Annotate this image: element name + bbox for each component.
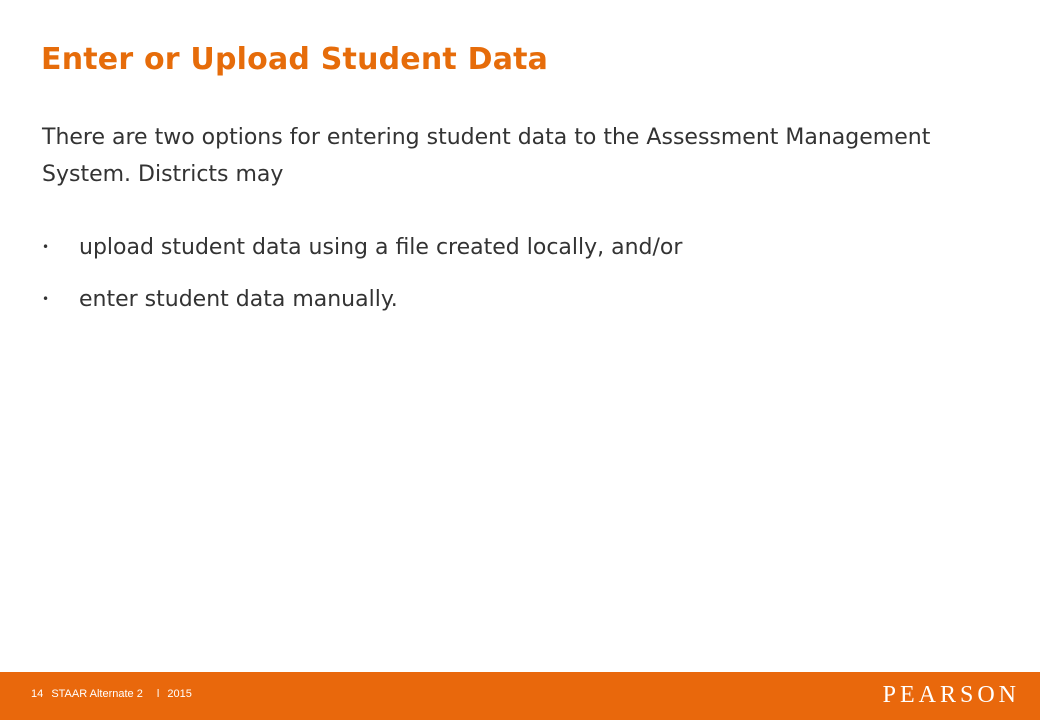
bullet-icon: •	[42, 292, 50, 306]
footer-separator: l	[156, 688, 160, 700]
bullet-icon: •	[42, 240, 50, 254]
intro-paragraph: There are two options for entering student data to the Assessment Management System. Districts may	[42, 125, 931, 187]
pearson-logo: PEARSON	[882, 682, 1020, 708]
footer-year: 2015	[167, 688, 192, 700]
program-name: STAAR Alternate 2	[51, 688, 143, 700]
slide-title: Enter or Upload Student Data	[41, 42, 549, 77]
page-number: 14	[31, 688, 44, 700]
footer-bar	[0, 672, 1040, 720]
footer-info	[31, 688, 197, 700]
bullet-text: enter student data manually.	[79, 287, 398, 312]
bullet-text: upload student data using a file created locally, and/or	[79, 235, 683, 260]
